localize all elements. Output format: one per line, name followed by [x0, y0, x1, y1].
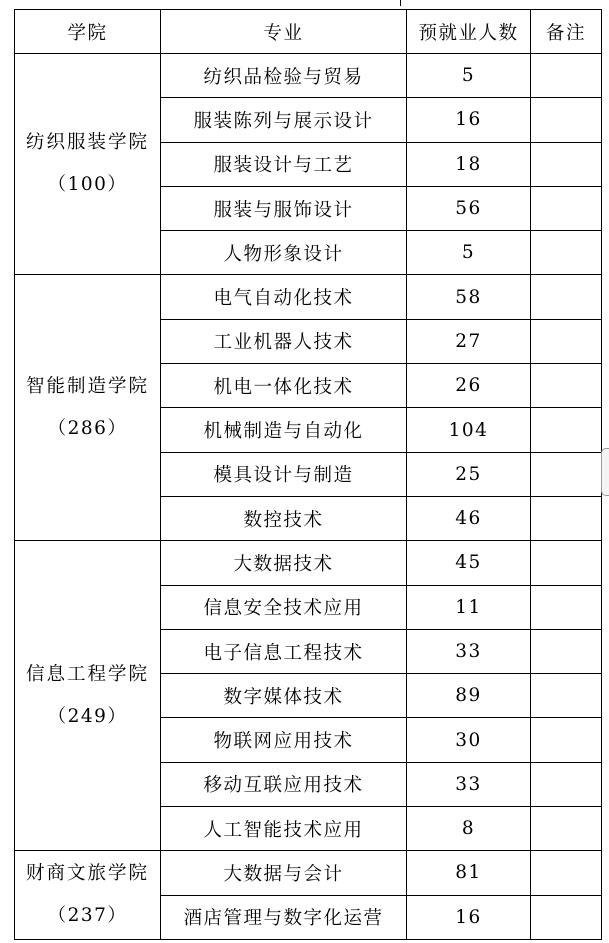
table-row — [15, 851, 602, 895]
employment-count-cell: 27 — [407, 319, 531, 363]
college-total: （249） — [47, 705, 128, 727]
major-cell: 机电一体化技术 — [161, 364, 407, 408]
table-body — [15, 54, 602, 940]
employment-count-cell: 8 — [407, 807, 531, 851]
employment-count-cell: 33 — [407, 629, 531, 673]
major-cell: 服装陈列与展示设计 — [161, 98, 407, 142]
college-name: 财商文旅学院 — [25, 862, 149, 884]
major-cell: 数字媒体技术 — [161, 674, 407, 718]
header-count: 预就业人数 — [407, 10, 531, 54]
major-cell: 人物形象设计 — [161, 231, 407, 275]
note-cell — [531, 496, 602, 540]
note-cell — [531, 541, 602, 585]
note-cell — [531, 408, 602, 452]
note-cell — [531, 629, 602, 673]
major-cell: 电子信息工程技术 — [161, 629, 407, 673]
employment-count-cell: 30 — [407, 718, 531, 762]
note-cell — [531, 231, 602, 275]
note-cell — [531, 142, 602, 186]
employment-count-cell: 81 — [407, 851, 531, 895]
major-cell: 纺织品检验与贸易 — [161, 54, 407, 98]
note-cell — [531, 452, 602, 496]
college-cell — [15, 851, 161, 940]
college-name: 信息工程学院 — [25, 663, 149, 685]
major-cell: 大数据与会计 — [161, 851, 407, 895]
employment-count-cell: 5 — [407, 54, 531, 98]
employment-count-cell: 45 — [407, 541, 531, 585]
employment-count-cell: 33 — [407, 762, 531, 806]
employment-count-cell: 26 — [407, 364, 531, 408]
college-cell — [15, 275, 161, 541]
previous-table-border-tick — [400, 0, 401, 6]
major-cell: 机械制造与自动化 — [161, 408, 407, 452]
college-name: 智能制造学院 — [25, 375, 149, 397]
employment-count-cell: 16 — [407, 895, 531, 939]
note-cell — [531, 364, 602, 408]
major-cell: 信息安全技术应用 — [161, 585, 407, 629]
note-cell — [531, 674, 602, 718]
college-cell — [15, 541, 161, 851]
previous-page-edge — [0, 0, 609, 8]
employment-table — [14, 9, 602, 940]
major-cell: 人工智能技术应用 — [161, 807, 407, 851]
college-total: （286） — [47, 417, 128, 439]
table-row — [15, 275, 602, 319]
note-cell — [531, 98, 602, 142]
note-cell — [531, 54, 602, 98]
employment-count-cell: 18 — [407, 142, 531, 186]
major-cell: 移动互联应用技术 — [161, 762, 407, 806]
note-cell — [531, 807, 602, 851]
college-name: 纺织服装学院 — [25, 132, 149, 154]
major-cell: 酒店管理与数字化运营 — [161, 895, 407, 939]
major-cell: 物联网应用技术 — [161, 718, 407, 762]
college-total: （237） — [47, 905, 128, 927]
employment-count-cell: 5 — [407, 231, 531, 275]
major-cell: 电气自动化技术 — [161, 275, 407, 319]
employment-count-cell: 16 — [407, 98, 531, 142]
major-cell: 工业机器人技术 — [161, 319, 407, 363]
note-cell — [531, 275, 602, 319]
employment-count-cell: 56 — [407, 186, 531, 230]
table-row — [15, 541, 602, 585]
note-cell — [531, 319, 602, 363]
employment-count-cell: 58 — [407, 275, 531, 319]
employment-count-cell: 104 — [407, 408, 531, 452]
note-cell — [531, 895, 602, 939]
header-major: 专业 — [161, 10, 407, 54]
employment-count-cell: 46 — [407, 496, 531, 540]
header-college: 学院 — [15, 10, 161, 54]
major-cell: 服装与服饰设计 — [161, 186, 407, 230]
major-cell: 模具设计与制造 — [161, 452, 407, 496]
side-scroll-tab[interactable] — [601, 448, 609, 496]
employment-count-cell: 89 — [407, 674, 531, 718]
header-row — [15, 10, 602, 54]
note-cell — [531, 762, 602, 806]
employment-count-cell: 11 — [407, 585, 531, 629]
note-cell — [531, 585, 602, 629]
note-cell — [531, 186, 602, 230]
major-cell: 大数据技术 — [161, 541, 407, 585]
header-note: 备注 — [531, 10, 602, 54]
college-total: （100） — [47, 174, 128, 196]
note-cell — [531, 851, 602, 895]
note-cell — [531, 718, 602, 762]
major-cell: 数控技术 — [161, 496, 407, 540]
college-cell — [15, 54, 161, 275]
table-row — [15, 54, 602, 98]
employment-count-cell: 25 — [407, 452, 531, 496]
major-cell: 服装设计与工艺 — [161, 142, 407, 186]
